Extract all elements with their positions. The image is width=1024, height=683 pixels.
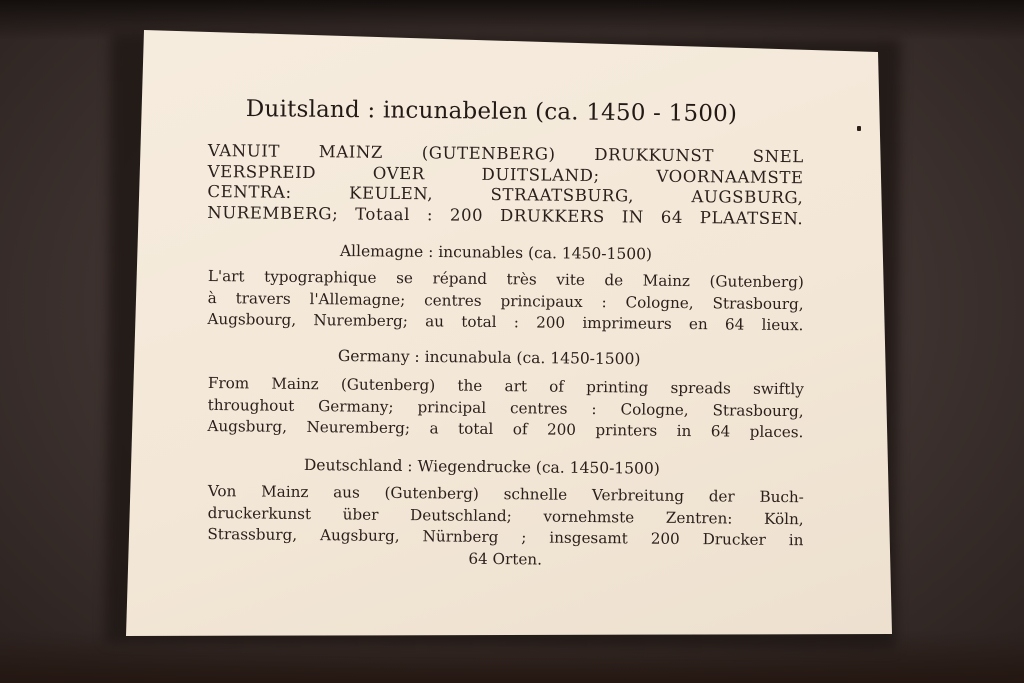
german-line: Von Mainz aus (Gutenberg) schnelle Verbreitung der Buch-	[207, 481, 804, 507]
french-line: L'art typographique se répand très vite de Mainz (Gutenberg)	[207, 266, 804, 292]
german-line: 64 Orten.	[468, 549, 543, 569]
german-heading: Deutschland : Wiegendrucke (ca. 1450-1500)	[303, 456, 660, 478]
label-title: Duitsland : incunabelen (ca. 1450 - 1500)	[245, 96, 738, 128]
french-line: Augsbourg, Nuremberg; au total : 200 imprimeurs en 64 lieux.	[207, 309, 804, 335]
french-heading: Allemagne : incunables (ca. 1450-1500)	[339, 242, 653, 264]
french-line: à travers l'Allemagne; centres principaux : Cologne, Strasbourg,	[207, 288, 804, 313]
french-text	[207, 266, 804, 337]
english-heading: Germany : incunabula (ca. 1450-1500)	[337, 347, 641, 369]
ink-speck	[857, 126, 861, 131]
english-line: From Mainz (Gutenberg) the art of printing spreads swiftly	[207, 373, 804, 399]
dutch-line: CENTRA: KEULEN, STRAATSBURG, AUGSBURG,	[207, 181, 804, 208]
english-line: Augsburg, Neuremberg; a total of 200 printers in 64 places.	[207, 416, 804, 442]
dutch-line: VANUIT MAINZ (GUTENBERG) DRUKKUNST SNEL	[207, 141, 804, 167]
dutch-line: NUREMBERG; Totaal : 200 DRUKKERS IN 64 PLAATSEN.	[207, 202, 804, 228]
dutch-line: VERSPREID OVER DUITSLAND; VOORNAAMSTE	[207, 161, 804, 187]
english-line: throughout Germany; principal centres : Cologne, Strasbourg,	[207, 395, 804, 420]
german-line: Strassburg, Augsburg, Nürnberg ; insgesamt 200 Drucker in	[207, 524, 804, 550]
dutch-text	[207, 141, 804, 229]
german-text	[207, 481, 804, 573]
german-line: druckerkunst über Deutschland; vornehmste Zentren: Köln,	[207, 503, 804, 528]
english-text	[207, 373, 804, 444]
